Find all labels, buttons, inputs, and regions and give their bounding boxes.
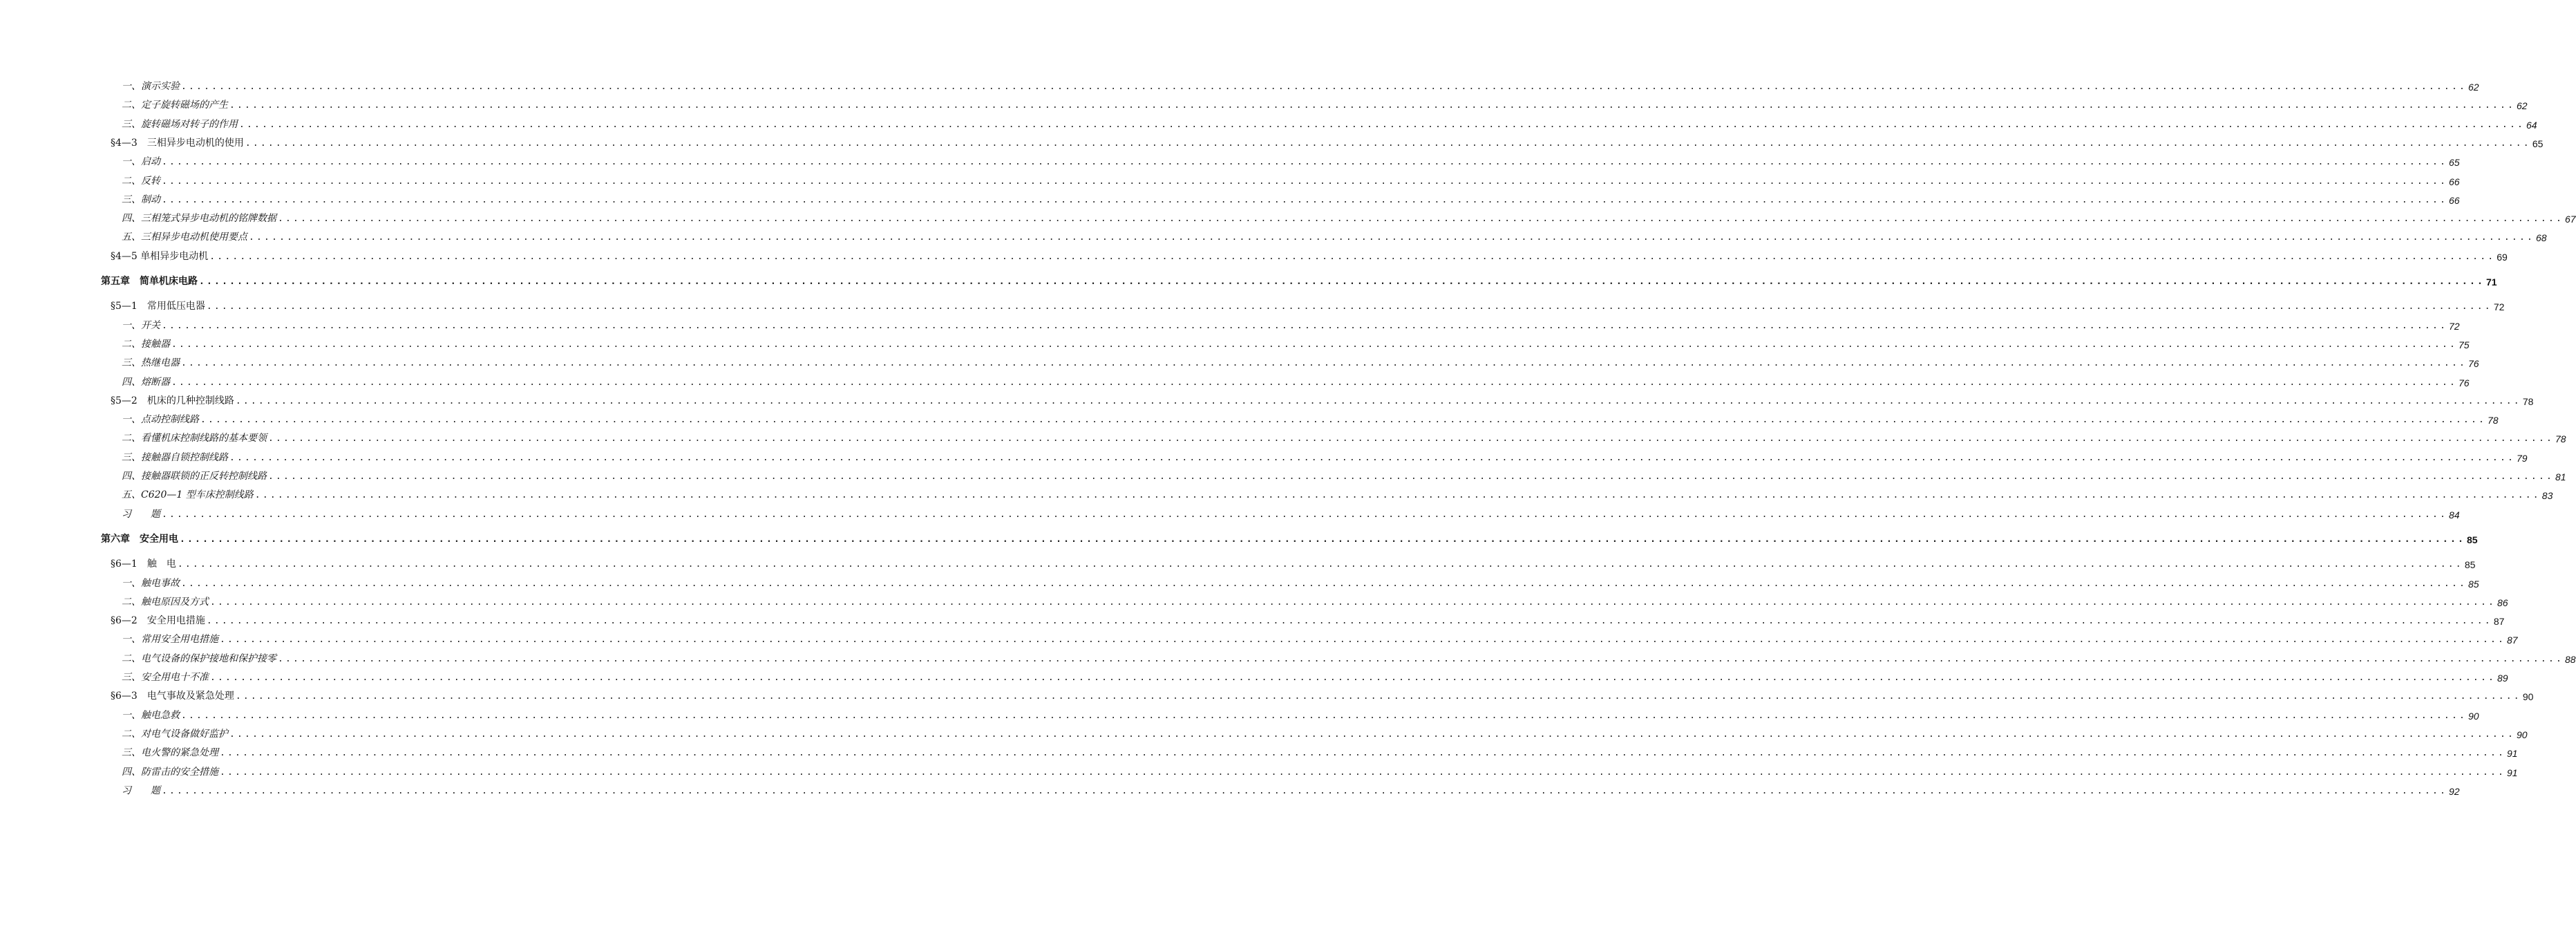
toc-entry-title: 二、触电原因及方式	[122, 596, 209, 608]
toc-subsection-entry[interactable]	[122, 411, 2499, 426]
toc-subsection-entry[interactable]	[122, 744, 2518, 760]
toc-subsection-entry[interactable]	[122, 449, 2528, 464]
toc-page-number: 90	[2522, 691, 2534, 703]
toc-dot-leader: ............................................................................................................................................................................................................................................................................................................	[235, 395, 2521, 406]
toc-chapter-entry[interactable]	[101, 530, 2478, 545]
toc-subsection-entry[interactable]	[122, 668, 2508, 684]
toc-dot-leader: ............................................................................................................................................................................................................................................................................................................	[278, 653, 2564, 664]
toc-entry-title: 二、电气设备的保护接地和保护接零	[122, 653, 276, 664]
toc-entry-title: 四、接触器联锁的正反转控制线路	[122, 471, 267, 482]
toc-dot-leader: ............................................................................................................................................................................................................................................................................................................	[180, 534, 2465, 545]
toc-dot-leader: ............................................................................................................................................................................................................................................................................................................	[229, 100, 2515, 111]
toc-page-number: 90	[2517, 729, 2528, 740]
toc-entry-title: 三、安全用电十不准	[122, 672, 209, 683]
toc-section-entry[interactable]	[111, 134, 2544, 149]
toc-entry-title: 一、触电急救	[122, 709, 180, 721]
toc-dot-leader: ............................................................................................................................................................................................................................................................................................................	[171, 339, 2457, 350]
toc-page-number: 64	[2526, 119, 2537, 131]
toc-dot-leader: ............................................................................................................................................................................................................................................................................................................	[210, 597, 2496, 608]
toc-subsection-entry[interactable]	[122, 209, 2576, 225]
toc-dot-leader: ............................................................................................................................................................................................................................................................................................................	[162, 785, 2447, 796]
toc-page-number: 66	[2449, 194, 2460, 206]
toc-entry-title: §5—1 常用低压电器	[111, 301, 205, 312]
toc-page-number: 89	[2497, 673, 2508, 684]
toc-subsection-entry[interactable]	[122, 505, 2460, 520]
toc-page-number: 79	[2517, 452, 2528, 464]
toc-dot-leader: ............................................................................................................................................................................................................................................................................................................	[181, 710, 2467, 721]
toc-entry-title: §6—3 电气事故及紧急处理	[111, 691, 234, 702]
toc-dot-leader: ............................................................................................................................................................................................................................................................................................................	[181, 578, 2467, 589]
toc-entry-title: 一、触电事故	[122, 577, 180, 589]
toc-dot-leader: ............................................................................................................................................................................................................................................................................................................	[268, 471, 2554, 482]
toc-entry-title: 三、制动	[122, 194, 160, 205]
toc-dot-leader: ............................................................................................................................................................................................................................................................................................................	[229, 452, 2515, 463]
toc-page-number: 65	[2532, 138, 2544, 149]
toc-dot-leader: ............................................................................................................................................................................................................................................................................................................	[206, 616, 2492, 627]
toc-subsection-entry[interactable]	[122, 574, 2479, 590]
toc-dot-leader: ............................................................................................................................................................................................................................................................................................................	[199, 276, 2485, 287]
toc-entry-title: 五、三相异步电动机使用要点	[122, 232, 247, 243]
toc-page-number: 87	[2493, 616, 2505, 628]
toc-entry-title: 三、热继电器	[122, 357, 180, 369]
toc-entry-title: 二、接触器	[122, 338, 170, 350]
toc-dot-leader: ............................................................................................................................................................................................................................................................................................................	[162, 176, 2447, 187]
toc-entry-title: §6—2 安全用电措施	[111, 615, 205, 627]
toc-entry-title: 三、电火警的紧急处理	[122, 747, 218, 759]
toc-subsection-entry[interactable]	[122, 467, 2566, 482]
toc-dot-leader: ............................................................................................................................................................................................................................................................................................................	[235, 691, 2521, 702]
toc-subsection-entry[interactable]	[122, 763, 2518, 778]
toc-subsection-entry[interactable]	[122, 335, 2470, 350]
toc-dot-leader: ............................................................................................................................................................................................................................................................................................................	[162, 194, 2447, 205]
toc-entry-title: 一、点动控制线路	[122, 414, 199, 426]
toc-subsection-entry[interactable]	[122, 650, 2576, 665]
toc-page-number: 85	[2468, 578, 2479, 590]
toc-page-number: 85	[2467, 534, 2478, 545]
toc-dot-leader: ............................................................................................................................................................................................................................................................................................................	[162, 157, 2447, 168]
toc-page-number: 78	[2488, 415, 2499, 426]
toc-subsection-entry[interactable]	[122, 593, 2508, 608]
toc-page-number: 68	[2536, 232, 2547, 244]
toc-subsection-entry[interactable]	[122, 354, 2479, 370]
toc-entry-title: 三、旋转磁场对转子的作用	[122, 118, 238, 130]
toc-page-number: 72	[2493, 301, 2505, 313]
toc-subsection-entry[interactable]	[122, 317, 2460, 332]
toc-page-number: 88	[2565, 653, 2576, 665]
toc-page-number: 75	[2459, 339, 2470, 350]
toc-dot-leader: ............................................................................................................................................................................................................................................................................................................	[181, 358, 2467, 369]
toc-subsection-entry[interactable]	[122, 115, 2537, 131]
toc-page-number: 81	[2555, 471, 2566, 482]
toc-dot-leader: ............................................................................................................................................................................................................................................................................................................	[220, 767, 2506, 778]
toc-subsection-entry[interactable]	[122, 96, 2528, 112]
toc-entry-title: 一、演示实验	[122, 81, 180, 92]
toc-dot-leader: ............................................................................................................................................................................................................................................................................................................	[181, 82, 2467, 92]
toc-dot-leader: ............................................................................................................................................................................................................................................................................................................	[239, 119, 2525, 130]
toc-entry-title: 一、常用安全用电措施	[122, 634, 218, 646]
toc-page-number: 66	[2449, 176, 2460, 187]
toc-dot-leader: ............................................................................................................................................................................................................................................................................................................	[278, 214, 2564, 225]
toc-page-number: 91	[2507, 748, 2518, 760]
toc-dot-leader: ............................................................................................................................................................................................................................................................................................................	[220, 748, 2506, 759]
toc-entry-title: 四、熔断器	[122, 376, 170, 388]
toc-dot-leader: ............................................................................................................................................................................................................................................................................................................	[220, 635, 2506, 646]
toc-entry-title: 第五章 简单机床电路	[101, 276, 198, 287]
toc-entry-title: §6—1 触 电	[111, 559, 176, 570]
toc-page-number: 76	[2468, 358, 2479, 370]
toc-subsection-entry[interactable]	[122, 191, 2460, 206]
toc-entry-title: 五、C620—1 型车床控制线路	[122, 489, 254, 501]
toc-dot-leader: ............................................................................................................................................................................................................................................................................................................	[162, 509, 2447, 520]
toc-page-number: 65	[2449, 157, 2460, 169]
toc-page-number: 78	[2555, 433, 2566, 445]
toc-chapter-entry[interactable]	[101, 272, 2497, 288]
toc-page-number: 67	[2565, 214, 2576, 225]
toc-section-entry[interactable]	[111, 612, 2505, 628]
toc-page-number: 72	[2449, 320, 2460, 332]
toc-page-number: 91	[2507, 767, 2518, 778]
toc-entry-title: 第六章 安全用电	[101, 533, 178, 545]
toc-entry-title: 四、三相笼式异步电动机的铭牌数据	[122, 213, 276, 225]
toc-page-number: 85	[2464, 559, 2476, 571]
toc-dot-leader: ............................................................................................................................................................................................................................................................................................................	[177, 559, 2463, 570]
toc-entry-title: 一、开关	[122, 319, 160, 331]
toc-subsection-entry[interactable]	[122, 486, 2553, 502]
toc-subsection-entry[interactable]	[122, 373, 2470, 388]
toc-page-number: 90	[2468, 710, 2479, 722]
toc-subsection-entry[interactable]	[122, 172, 2460, 187]
toc-entry-title: 一、启动	[122, 156, 160, 168]
toc-section-entry[interactable]	[111, 247, 2508, 263]
toc-dot-leader: ............................................................................................................................................................................................................................................................................................................	[171, 377, 2457, 388]
toc-subsection-entry[interactable]	[122, 228, 2547, 244]
toc-section-entry[interactable]	[111, 297, 2505, 313]
toc-page-number: 71	[2486, 276, 2497, 288]
toc-subsection-entry[interactable]	[122, 630, 2518, 646]
toc-subsection-entry[interactable]	[122, 782, 2460, 797]
toc-subsection-entry[interactable]	[122, 706, 2479, 722]
toc-dot-leader: ............................................................................................................................................................................................................................................................................................................	[210, 673, 2496, 683]
toc-entry-title: 二、看懂机床控制线路的基本要领	[122, 433, 267, 444]
toc-entry-title: §5—2 机床的几种控制线路	[111, 395, 234, 406]
toc-dot-leader: ............................................................................................................................................................................................................................................................................................................	[268, 433, 2554, 444]
toc-page-number: 69	[2497, 251, 2508, 263]
toc-dot-leader: ............................................................................................................................................................................................................................................................................................................	[209, 251, 2496, 262]
toc-subsection-entry[interactable]	[122, 153, 2460, 169]
toc-entry-title: §4—3 三相异步电动机的使用	[111, 137, 244, 149]
toc-entry-title: 三、接触器自锁控制线路	[122, 451, 228, 463]
toc-page-number: 84	[2449, 509, 2460, 520]
toc-dot-leader: ............................................................................................................................................................................................................................................................................................................	[245, 138, 2531, 149]
toc-subsection-entry[interactable]	[122, 725, 2528, 740]
toc-entry-title: §4—5 单相异步电动机	[111, 250, 209, 262]
toc-page-number: 87	[2507, 635, 2518, 646]
toc-page-number: 86	[2497, 597, 2508, 608]
toc-entry-title: 四、防雷击的安全措施	[122, 766, 218, 778]
toc-dot-leader: ............................................................................................................................................................................................................................................................................................................	[254, 490, 2541, 501]
toc-entry-title: 习 题	[122, 508, 160, 520]
toc-subsection-entry[interactable]	[122, 77, 2479, 93]
toc-page-number: 76	[2459, 377, 2470, 388]
toc-section-entry[interactable]	[111, 555, 2476, 571]
toc-page-number: 62	[2468, 82, 2479, 93]
toc-entry-title: 习 题	[122, 785, 160, 796]
toc-dot-leader: ............................................................................................................................................................................................................................................................................................................	[200, 415, 2486, 426]
toc-page-number: 62	[2517, 100, 2528, 112]
toc-page-number: 83	[2541, 490, 2553, 502]
toc-entry-title: 二、反转	[122, 175, 160, 187]
toc-dot-leader: ............................................................................................................................................................................................................................................................................................................	[249, 232, 2535, 243]
toc-page-number: 92	[2449, 785, 2460, 797]
toc-entry-title: 二、对电气设备做好监护	[122, 728, 228, 740]
toc-section-entry[interactable]	[111, 687, 2534, 703]
toc-section-entry[interactable]	[111, 392, 2534, 407]
toc-page-number: 78	[2522, 395, 2534, 407]
toc-subsection-entry[interactable]	[122, 429, 2566, 445]
toc-dot-leader: ............................................................................................................................................................................................................................................................................................................	[162, 320, 2447, 331]
toc-dot-leader: ............................................................................................................................................................................................................................................................................................................	[229, 729, 2515, 740]
toc-entry-title: 二、定子旋转磁场的产生	[122, 100, 228, 111]
toc-dot-leader: ............................................................................................................................................................................................................................................................................................................	[206, 301, 2492, 312]
